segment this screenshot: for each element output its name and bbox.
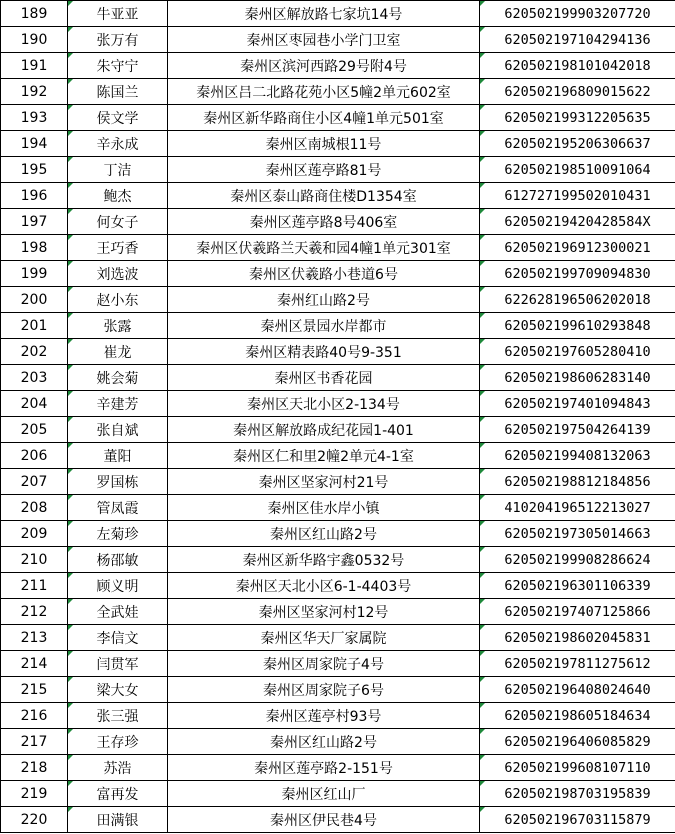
id-number-cell[interactable]: 410204196512213027 bbox=[480, 495, 675, 521]
table-row bbox=[1, 209, 675, 235]
name-cell[interactable]: 牛亚亚 bbox=[68, 1, 168, 27]
id-number-cell[interactable]: 620502198605184634 bbox=[480, 703, 675, 729]
table-row bbox=[1, 105, 675, 131]
table-row bbox=[1, 261, 675, 287]
address-cell[interactable]: 秦州区周家院子6号 bbox=[168, 677, 480, 703]
address-cell[interactable]: 秦州区红山路2号 bbox=[168, 521, 480, 547]
row-number-cell[interactable]: 220 bbox=[1, 807, 68, 833]
name-cell[interactable]: 鲍杰 bbox=[68, 183, 168, 209]
id-number-cell[interactable]: 620502196703115879 bbox=[480, 807, 675, 833]
row-number-cell[interactable]: 213 bbox=[1, 625, 68, 651]
id-number-cell[interactable]: 620502199408132063 bbox=[480, 443, 675, 469]
address-cell[interactable]: 秦州红山路2号 bbox=[168, 287, 480, 313]
row-number-cell[interactable]: 214 bbox=[1, 651, 68, 677]
address-cell[interactable]: 秦州区莲亭路81号 bbox=[168, 157, 480, 183]
table-row bbox=[1, 183, 675, 209]
name-cell[interactable]: 董阳 bbox=[68, 443, 168, 469]
name-cell[interactable]: 苏浩 bbox=[68, 755, 168, 781]
name-cell[interactable]: 梁大女 bbox=[68, 677, 168, 703]
table-row bbox=[1, 781, 675, 807]
name-cell[interactable]: 侯文学 bbox=[68, 105, 168, 131]
table-row bbox=[1, 547, 675, 573]
name-cell[interactable]: 辛永成 bbox=[68, 131, 168, 157]
table-row bbox=[1, 131, 675, 157]
name-cell[interactable]: 张三强 bbox=[68, 703, 168, 729]
address-cell[interactable]: 秦州区佳水岸小镇 bbox=[168, 495, 480, 521]
address-cell[interactable]: 秦州区莲亭路2-151号 bbox=[168, 755, 480, 781]
address-cell[interactable]: 秦州区书香花园 bbox=[168, 365, 480, 391]
row-number-cell[interactable]: 199 bbox=[1, 261, 68, 287]
name-cell[interactable]: 王存珍 bbox=[68, 729, 168, 755]
name-cell[interactable]: 辛建芳 bbox=[68, 391, 168, 417]
name-cell[interactable]: 全武娃 bbox=[68, 599, 168, 625]
table-row bbox=[1, 287, 675, 313]
row-number-cell[interactable]: 215 bbox=[1, 677, 68, 703]
name-cell[interactable]: 丁洁 bbox=[68, 157, 168, 183]
row-number-cell[interactable]: 207 bbox=[1, 469, 68, 495]
row-number-cell[interactable]: 211 bbox=[1, 573, 68, 599]
name-cell[interactable]: 闫贯军 bbox=[68, 651, 168, 677]
address-cell[interactable]: 秦州区伊民巷4号 bbox=[168, 807, 480, 833]
name-cell[interactable]: 姚会菊 bbox=[68, 365, 168, 391]
name-cell[interactable]: 田满银 bbox=[68, 807, 168, 833]
id-number-cell[interactable]: 620502198812184856 bbox=[480, 469, 675, 495]
id-number-cell[interactable]: 620502196809015622 bbox=[480, 79, 675, 105]
table-row bbox=[1, 495, 675, 521]
id-number-cell[interactable]: 620502197305014663 bbox=[480, 521, 675, 547]
table-body bbox=[1, 1, 675, 833]
address-cell[interactable]: 秦州区红山路2号 bbox=[168, 729, 480, 755]
name-cell[interactable]: 张万有 bbox=[68, 27, 168, 53]
id-number-cell[interactable]: 620502197504264139 bbox=[480, 417, 675, 443]
address-cell[interactable]: 秦州区解放路七家坑14号 bbox=[168, 1, 480, 27]
row-number-cell[interactable]: 218 bbox=[1, 755, 68, 781]
row-number-cell[interactable]: 206 bbox=[1, 443, 68, 469]
table-row bbox=[1, 443, 675, 469]
row-number-cell[interactable]: 189 bbox=[1, 1, 68, 27]
table-row bbox=[1, 521, 675, 547]
row-number-cell[interactable]: 198 bbox=[1, 235, 68, 261]
table-row bbox=[1, 1, 675, 27]
address-cell[interactable]: 秦州区南城根11号 bbox=[168, 131, 480, 157]
id-number-cell[interactable]: 620502196406085829 bbox=[480, 729, 675, 755]
row-number-cell[interactable]: 200 bbox=[1, 287, 68, 313]
row-number-cell[interactable]: 192 bbox=[1, 79, 68, 105]
table-row bbox=[1, 417, 675, 443]
id-number-cell[interactable]: 620502195206306637 bbox=[480, 131, 675, 157]
row-number-cell[interactable]: 204 bbox=[1, 391, 68, 417]
row-number-cell[interactable]: 190 bbox=[1, 27, 68, 53]
id-number-cell[interactable]: 622628196506202018 bbox=[480, 287, 675, 313]
address-cell[interactable]: 秦州区天北小区2-134号 bbox=[168, 391, 480, 417]
row-number-cell[interactable]: 216 bbox=[1, 703, 68, 729]
address-cell[interactable]: 秦州区坚家河村21号 bbox=[168, 469, 480, 495]
table-row bbox=[1, 677, 675, 703]
name-cell[interactable]: 刘选波 bbox=[68, 261, 168, 287]
row-number-cell[interactable]: 212 bbox=[1, 599, 68, 625]
id-number-cell[interactable]: 620502199709094830 bbox=[480, 261, 675, 287]
row-number-cell[interactable]: 196 bbox=[1, 183, 68, 209]
address-cell[interactable]: 秦州区精表路40号9-351 bbox=[168, 339, 480, 365]
name-cell[interactable]: 管凤霞 bbox=[68, 495, 168, 521]
address-cell[interactable]: 秦州区解放路成纪花园1-401 bbox=[168, 417, 480, 443]
id-number-cell[interactable]: 62050219420428584X bbox=[480, 209, 675, 235]
table-row bbox=[1, 27, 675, 53]
id-number-cell[interactable]: 620502197407125866 bbox=[480, 599, 675, 625]
name-cell[interactable]: 赵小东 bbox=[68, 287, 168, 313]
name-cell[interactable]: 张自斌 bbox=[68, 417, 168, 443]
table-row bbox=[1, 651, 675, 677]
row-number-cell[interactable]: 217 bbox=[1, 729, 68, 755]
id-number-cell[interactable]: 620502197401094843 bbox=[480, 391, 675, 417]
table-row bbox=[1, 365, 675, 391]
name-cell[interactable]: 顾义明 bbox=[68, 573, 168, 599]
id-number-cell[interactable]: 620502196912300021 bbox=[480, 235, 675, 261]
row-number-cell[interactable]: 202 bbox=[1, 339, 68, 365]
id-number-cell[interactable]: 620502198602045831 bbox=[480, 625, 675, 651]
name-cell[interactable]: 崔龙 bbox=[68, 339, 168, 365]
row-number-cell[interactable]: 197 bbox=[1, 209, 68, 235]
row-number-cell[interactable]: 219 bbox=[1, 781, 68, 807]
name-cell[interactable]: 朱守宁 bbox=[68, 53, 168, 79]
table-row bbox=[1, 625, 675, 651]
table-row bbox=[1, 729, 675, 755]
address-cell[interactable]: 秦州区莲亭村93号 bbox=[168, 703, 480, 729]
row-number-cell[interactable]: 209 bbox=[1, 521, 68, 547]
address-cell[interactable]: 秦州区华天厂家属院 bbox=[168, 625, 480, 651]
address-cell[interactable]: 秦州区泰山路商住楼D1354室 bbox=[168, 183, 480, 209]
row-number-cell[interactable]: 193 bbox=[1, 105, 68, 131]
id-number-cell[interactable]: 620502196301106339 bbox=[480, 573, 675, 599]
row-number-cell[interactable]: 203 bbox=[1, 365, 68, 391]
name-cell[interactable]: 杨邵敏 bbox=[68, 547, 168, 573]
address-cell[interactable]: 秦州区莲亭路8号406室 bbox=[168, 209, 480, 235]
row-number-cell[interactable]: 210 bbox=[1, 547, 68, 573]
address-cell[interactable]: 秦州区坚家河村12号 bbox=[168, 599, 480, 625]
address-cell[interactable]: 秦州区红山厂 bbox=[168, 781, 480, 807]
name-cell[interactable]: 罗国栋 bbox=[68, 469, 168, 495]
id-number-cell[interactable]: 620502196408024640 bbox=[480, 677, 675, 703]
name-cell[interactable]: 李信文 bbox=[68, 625, 168, 651]
id-number-cell[interactable]: 620502199608107110 bbox=[480, 755, 675, 781]
table-row bbox=[1, 53, 675, 79]
id-number-cell[interactable]: 620502198606283140 bbox=[480, 365, 675, 391]
row-number-cell[interactable]: 194 bbox=[1, 131, 68, 157]
address-cell[interactable]: 秦州区景园水岸都市 bbox=[168, 313, 480, 339]
table-row bbox=[1, 703, 675, 729]
name-cell[interactable]: 陈国兰 bbox=[68, 79, 168, 105]
table-row bbox=[1, 157, 675, 183]
table-row bbox=[1, 339, 675, 365]
address-cell[interactable]: 秦州区吕二北路花苑小区5幢2单元602室 bbox=[168, 79, 480, 105]
row-number-cell[interactable]: 208 bbox=[1, 495, 68, 521]
row-number-cell[interactable]: 191 bbox=[1, 53, 68, 79]
table-row bbox=[1, 235, 675, 261]
row-number-cell[interactable]: 201 bbox=[1, 313, 68, 339]
name-cell[interactable]: 王巧香 bbox=[68, 235, 168, 261]
table-row bbox=[1, 391, 675, 417]
address-cell[interactable]: 秦州区新华路宇鑫0532号 bbox=[168, 547, 480, 573]
table-row bbox=[1, 755, 675, 781]
table-row bbox=[1, 313, 675, 339]
id-number-cell[interactable]: 620502199908286624 bbox=[480, 547, 675, 573]
table-row bbox=[1, 599, 675, 625]
id-number-cell[interactable]: 620502198703195839 bbox=[480, 781, 675, 807]
address-cell[interactable]: 秦州区滨河西路29号附4号 bbox=[168, 53, 480, 79]
id-number-cell[interactable]: 620502198510091064 bbox=[480, 157, 675, 183]
row-number-cell[interactable]: 195 bbox=[1, 157, 68, 183]
id-number-cell[interactable]: 620502197811275612 bbox=[480, 651, 675, 677]
id-number-cell[interactable]: 620502197605280410 bbox=[480, 339, 675, 365]
id-number-cell[interactable]: 620502199312205635 bbox=[480, 105, 675, 131]
id-number-cell[interactable]: 620502198101042018 bbox=[480, 53, 675, 79]
table-row bbox=[1, 807, 675, 833]
id-number-cell[interactable]: 620502197104294136 bbox=[480, 27, 675, 53]
address-cell[interactable]: 秦州区伏羲路小巷道6号 bbox=[168, 261, 480, 287]
table-row bbox=[1, 573, 675, 599]
row-number-cell[interactable]: 205 bbox=[1, 417, 68, 443]
name-cell[interactable]: 何女子 bbox=[68, 209, 168, 235]
address-cell[interactable]: 秦州区伏羲路兰天羲和园4幢1单元301室 bbox=[168, 235, 480, 261]
id-number-cell[interactable]: 620502199610293848 bbox=[480, 313, 675, 339]
name-cell[interactable]: 富再发 bbox=[68, 781, 168, 807]
id-number-cell[interactable]: 620502199903207720 bbox=[480, 1, 675, 27]
address-cell[interactable]: 秦州区新华路商住小区4幢1单元501室 bbox=[168, 105, 480, 131]
table-row bbox=[1, 79, 675, 105]
name-cell[interactable]: 左菊珍 bbox=[68, 521, 168, 547]
address-cell[interactable]: 秦州区仁和里2幢2单元4-1室 bbox=[168, 443, 480, 469]
address-cell[interactable]: 秦州区枣园巷小学门卫室 bbox=[168, 27, 480, 53]
address-cell[interactable]: 秦州区天北小区6-1-4403号 bbox=[168, 573, 480, 599]
address-cell[interactable]: 秦州区周家院子4号 bbox=[168, 651, 480, 677]
id-number-cell[interactable]: 612727199502010431 bbox=[480, 183, 675, 209]
name-cell[interactable]: 张露 bbox=[68, 313, 168, 339]
table-row bbox=[1, 469, 675, 495]
